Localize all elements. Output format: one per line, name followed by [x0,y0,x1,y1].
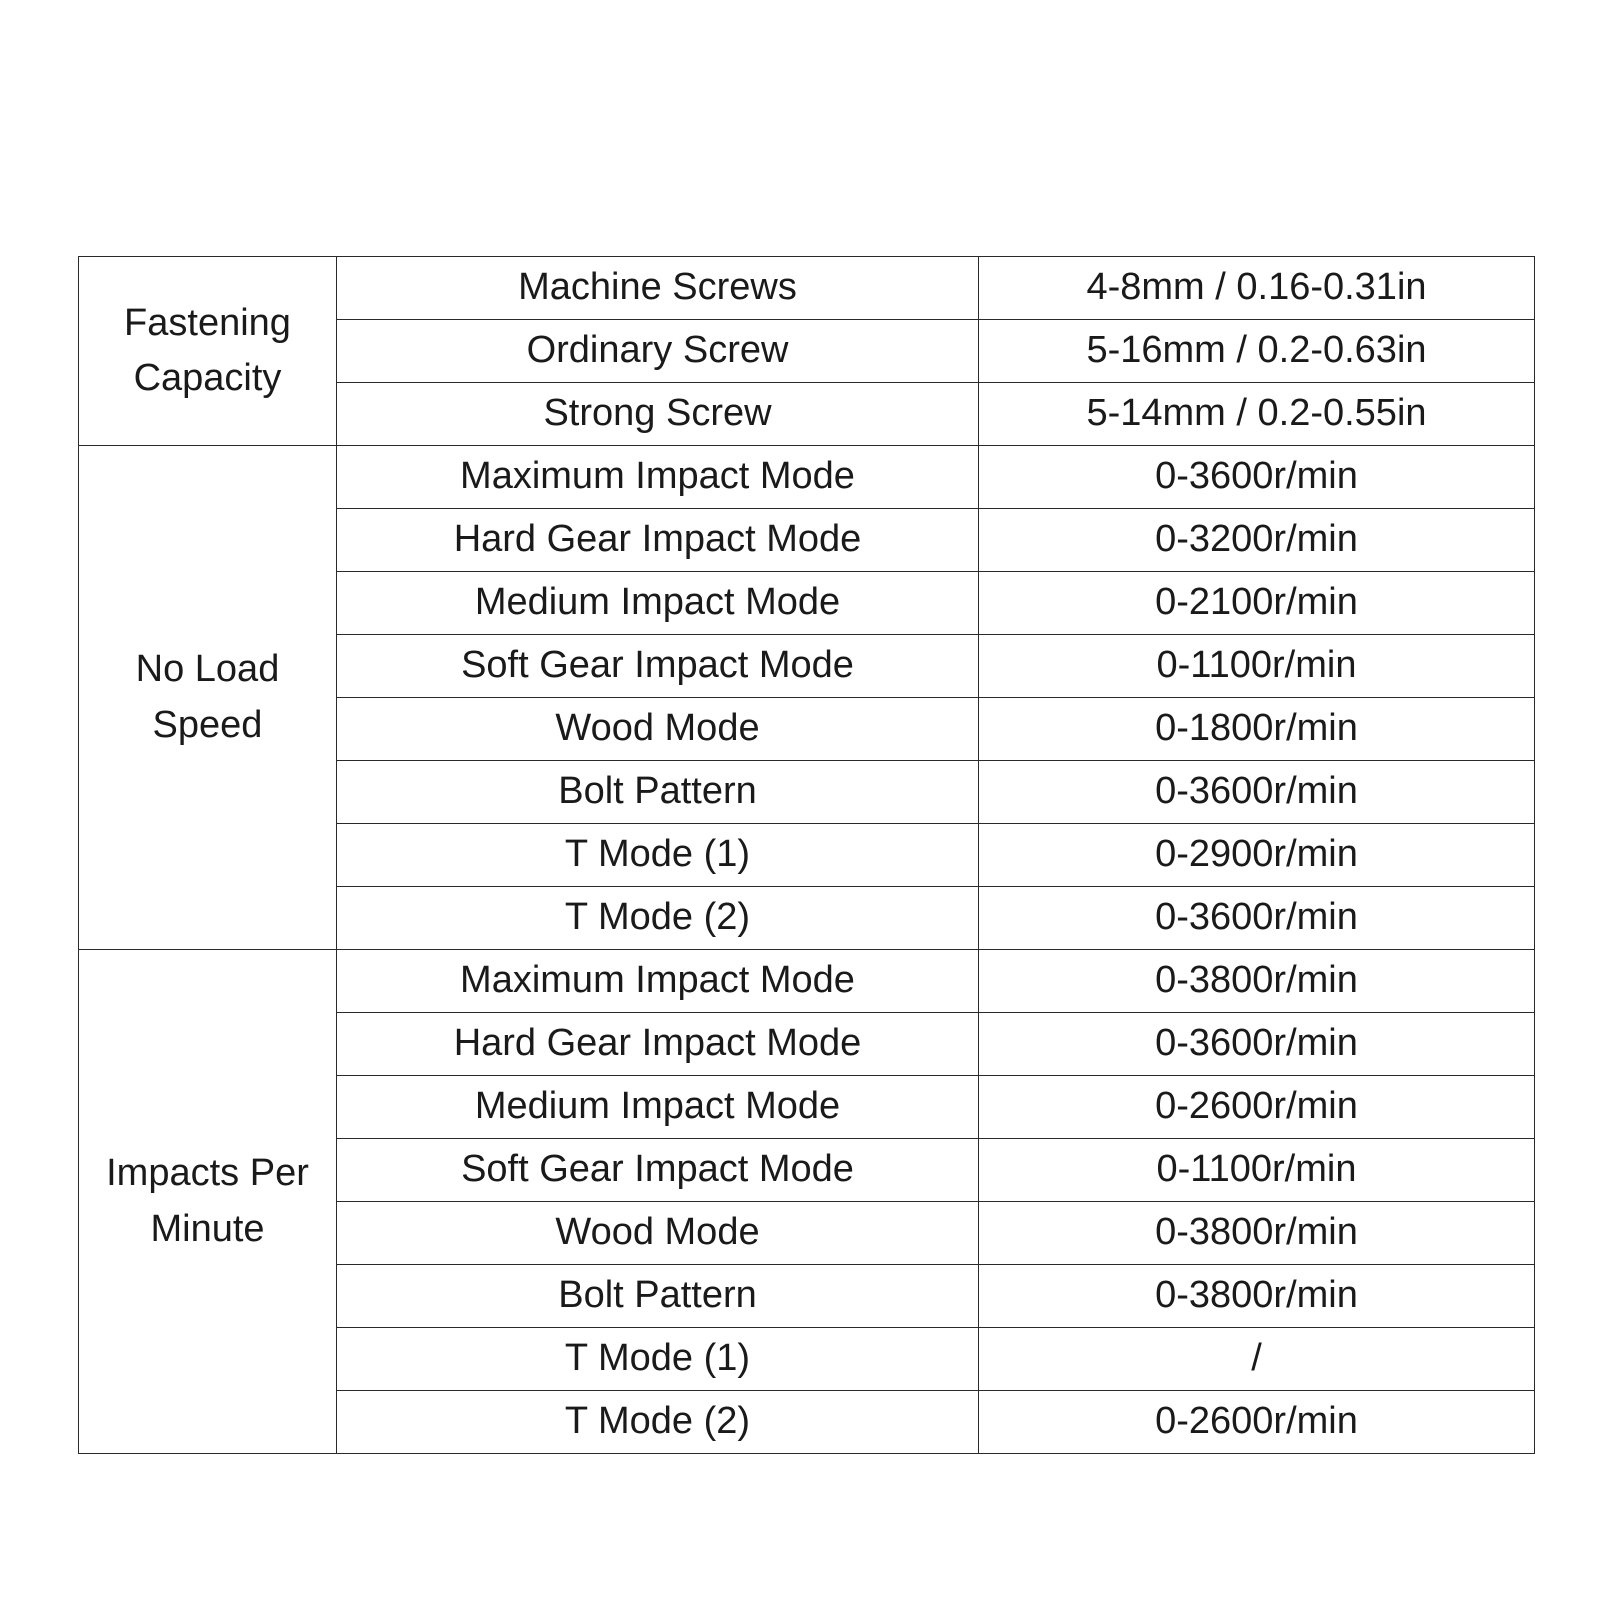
value-cell: 0-3600r/min [979,1013,1535,1076]
mode-cell: Strong Screw [337,383,979,446]
value-cell: 5-14mm / 0.2-0.55in [979,383,1535,446]
table-row [79,950,1535,1013]
value-cell: 0-2600r/min [979,1391,1535,1454]
specification-table [78,256,1535,1454]
value-cell: 0-2900r/min [979,824,1535,887]
mode-cell: Wood Mode [337,1202,979,1265]
mode-cell: T Mode (1) [337,824,979,887]
value-cell: 0-3800r/min [979,950,1535,1013]
specification-table-body [79,257,1535,1454]
group-label-impacts-per-minute: Impacts Per Minute [79,950,337,1454]
value-cell: 0-3200r/min [979,509,1535,572]
value-cell: 0-1100r/min [979,1139,1535,1202]
value-cell: 0-2600r/min [979,1076,1535,1139]
value-cell: 5-16mm / 0.2-0.63in [979,320,1535,383]
mode-cell: Soft Gear Impact Mode [337,635,979,698]
group-label-fastening-capacity: Fastening Capacity [79,257,337,446]
mode-cell: Hard Gear Impact Mode [337,1013,979,1076]
mode-cell: Maximum Impact Mode [337,950,979,1013]
value-cell: 0-3600r/min [979,446,1535,509]
value-cell: 0-1800r/min [979,698,1535,761]
mode-cell: Ordinary Screw [337,320,979,383]
value-cell: 0-3800r/min [979,1265,1535,1328]
value-cell: 0-3800r/min [979,1202,1535,1265]
value-cell: 0-3600r/min [979,887,1535,950]
mode-cell: Bolt Pattern [337,761,979,824]
mode-cell: Medium Impact Mode [337,572,979,635]
mode-cell: T Mode (2) [337,1391,979,1454]
table-row [79,257,1535,320]
mode-cell: Hard Gear Impact Mode [337,509,979,572]
group-label-no-load-speed: No Load Speed [79,446,337,950]
table-row [79,446,1535,509]
mode-cell: Medium Impact Mode [337,1076,979,1139]
value-cell: / [979,1328,1535,1391]
mode-cell: T Mode (2) [337,887,979,950]
value-cell: 0-3600r/min [979,761,1535,824]
mode-cell: Soft Gear Impact Mode [337,1139,979,1202]
mode-cell: Bolt Pattern [337,1265,979,1328]
value-cell: 0-2100r/min [979,572,1535,635]
mode-cell: T Mode (1) [337,1328,979,1391]
value-cell: 4-8mm / 0.16-0.31in [979,257,1535,320]
value-cell: 0-1100r/min [979,635,1535,698]
mode-cell: Machine Screws [337,257,979,320]
mode-cell: Wood Mode [337,698,979,761]
mode-cell: Maximum Impact Mode [337,446,979,509]
